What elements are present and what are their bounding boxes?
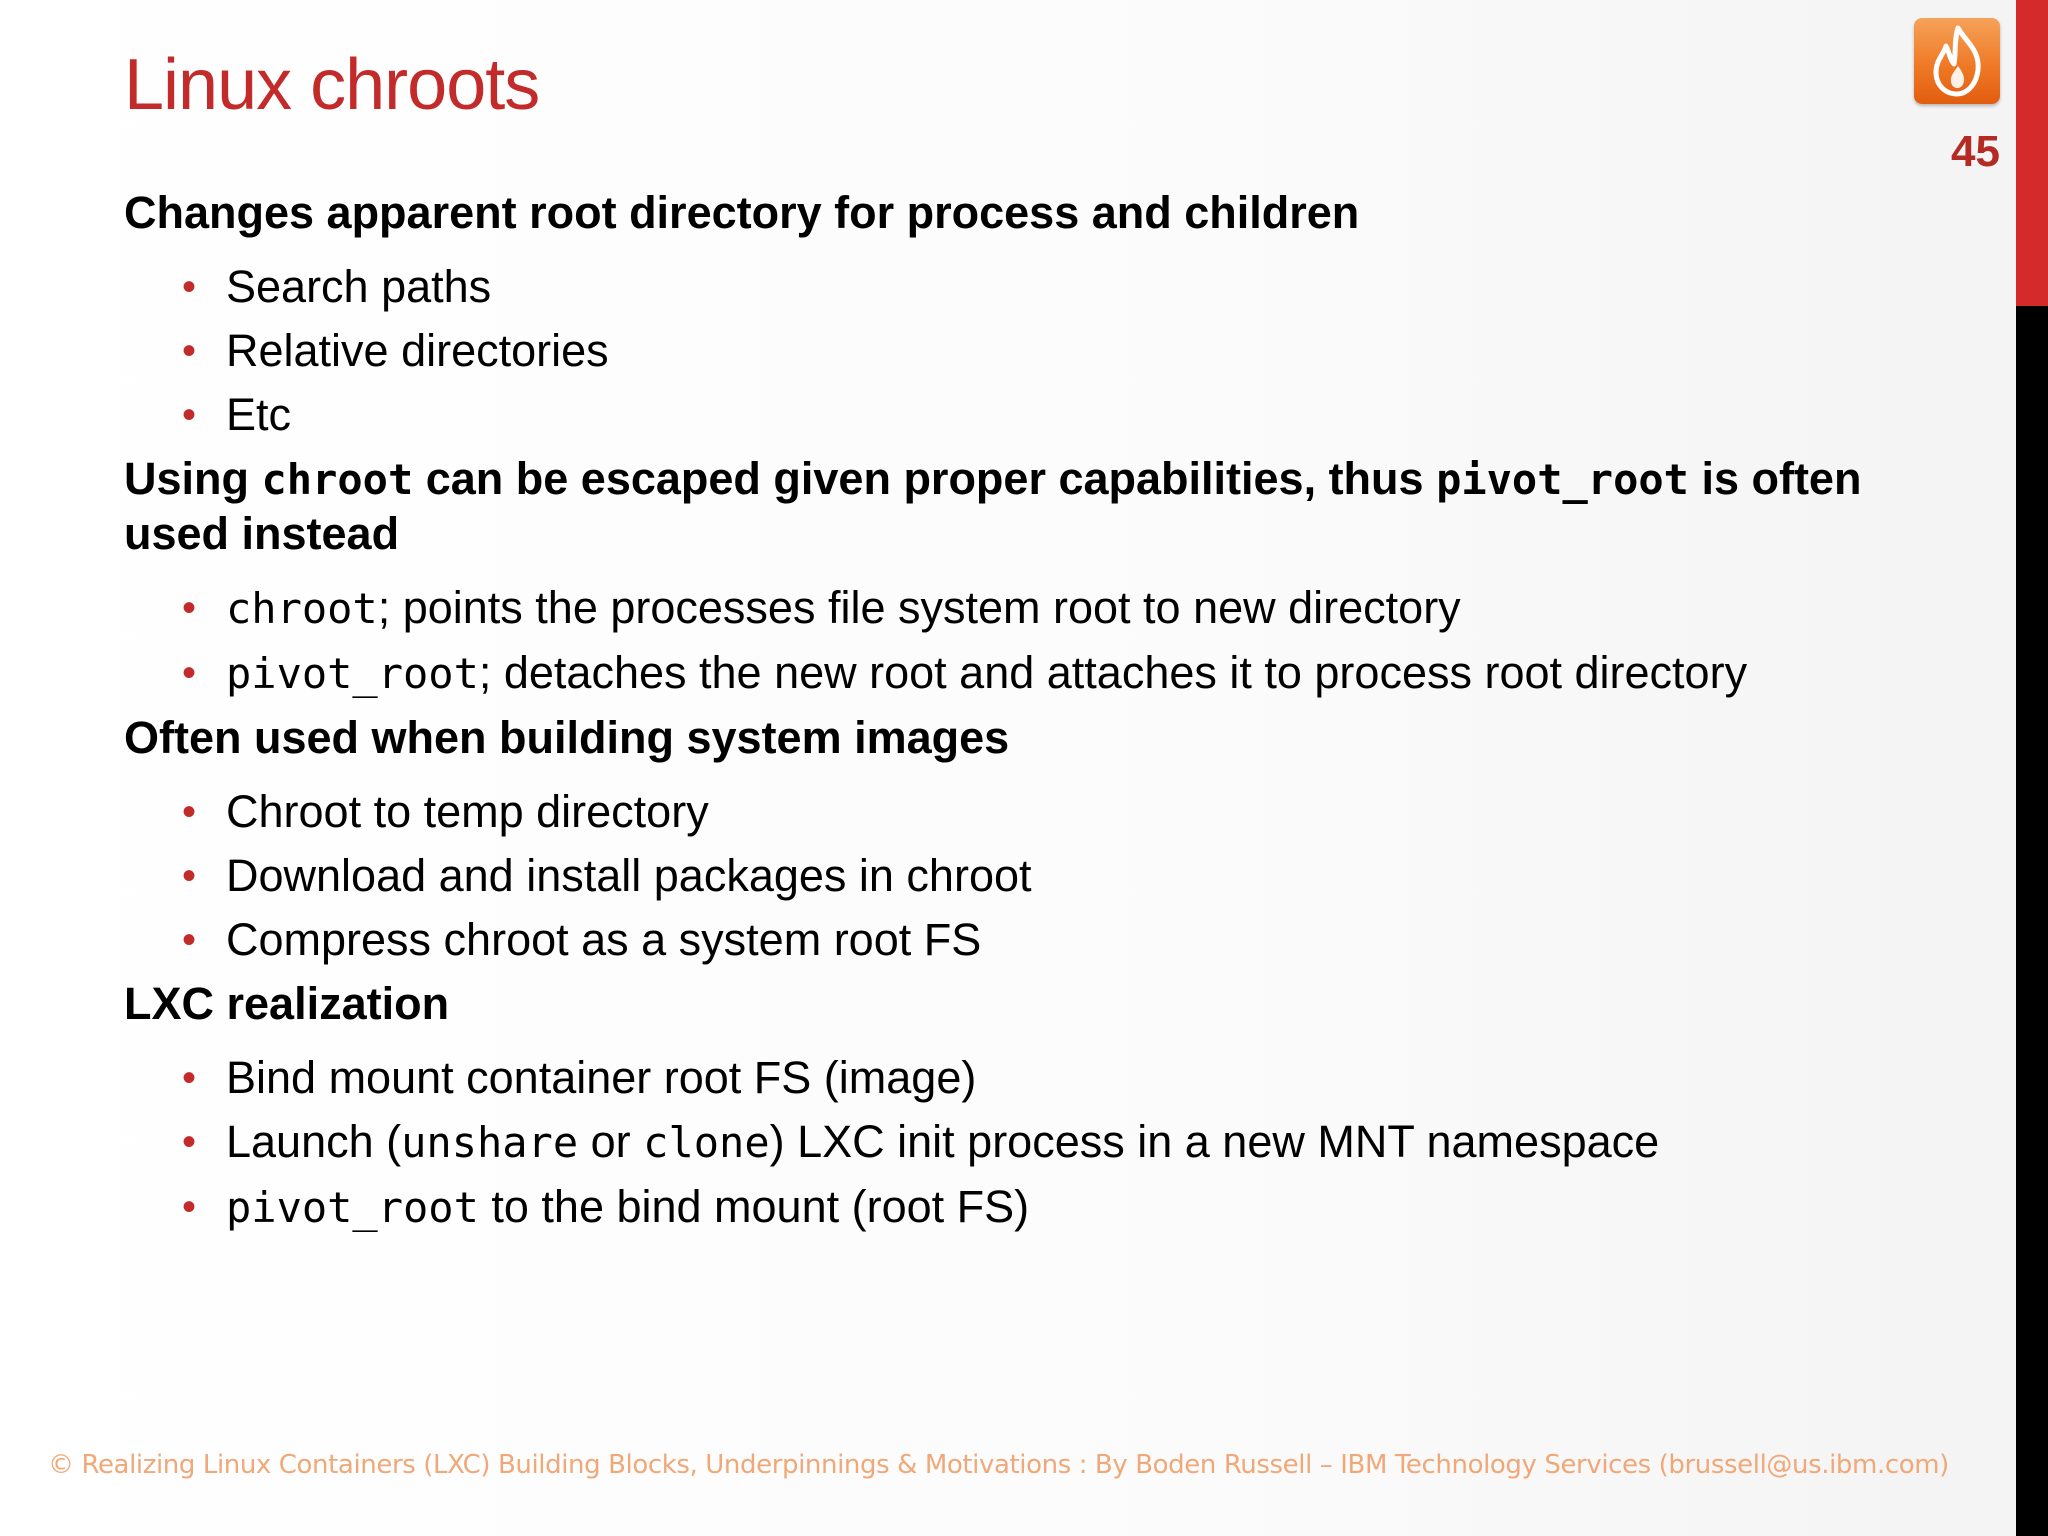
bullet-icon: • [182, 393, 197, 437]
bullet-icon: • [182, 1056, 197, 1100]
sidebar-accent-black [2016, 306, 2048, 1536]
slide-title: Linux chroots [124, 45, 540, 125]
bullet-icon: • [182, 651, 197, 695]
list-item: • Search paths [182, 261, 492, 312]
list-item: • Launch (unshare or clone) LXC init process in a new MNT namespace [182, 1116, 1660, 1167]
slide-number: 45 [1951, 127, 2000, 176]
slide-footer: © Realizing Linux Containers (LXC) Building Blocks, Underpinnings & Motivations : By Boden Russell – IBM Technology Services (brussell@us.ibm.com) [48, 1450, 1949, 1480]
list-item: • Compress chroot as a system root FS [182, 914, 982, 965]
sidebar-accent-red [2016, 0, 2048, 306]
list-item: • Etc [182, 389, 292, 440]
section-heading-root-directory: Changes apparent root directory for process and children [124, 187, 1360, 238]
bullet-list-chroot-pivot [124, 581, 1884, 701]
bullet-icon: • [182, 790, 197, 834]
bullet-icon: • [182, 329, 197, 373]
bullet-icon: • [182, 1120, 197, 1164]
list-item: • chroot; points the processes file system root to new directory [182, 582, 1461, 633]
list-item: • Download and install packages in chroot [182, 850, 1032, 901]
section-heading-lxc-realization: LXC realization [124, 978, 450, 1029]
bullet-icon: • [182, 854, 197, 898]
slide-content [124, 186, 1884, 1245]
list-item: • Relative directories [182, 325, 609, 376]
bullet-icon: • [182, 1185, 197, 1229]
list-item: • pivot_root; detaches the new root and attaches it to process root directory [182, 647, 1748, 698]
list-item: • Bind mount container root FS (image) [182, 1052, 977, 1103]
bullet-icon: • [182, 586, 197, 630]
section-heading-system-images: Often used when building system images [124, 712, 1010, 763]
bullet-icon: • [182, 918, 197, 962]
list-item: • Chroot to temp directory [182, 786, 709, 837]
bullet-list-lxc-realization [124, 1051, 1884, 1235]
list-item: • pivot_root to the bind mount (root FS) [182, 1181, 1030, 1232]
flame-logo-icon [1914, 18, 2000, 104]
section-heading-chroot-escape: Using chroot can be escaped given proper capabilities, thus pivot_root is often used instead [124, 453, 1862, 559]
bullet-list-root-directory [124, 260, 1884, 442]
bullet-list-system-images [124, 785, 1884, 967]
bullet-icon: • [182, 265, 197, 309]
